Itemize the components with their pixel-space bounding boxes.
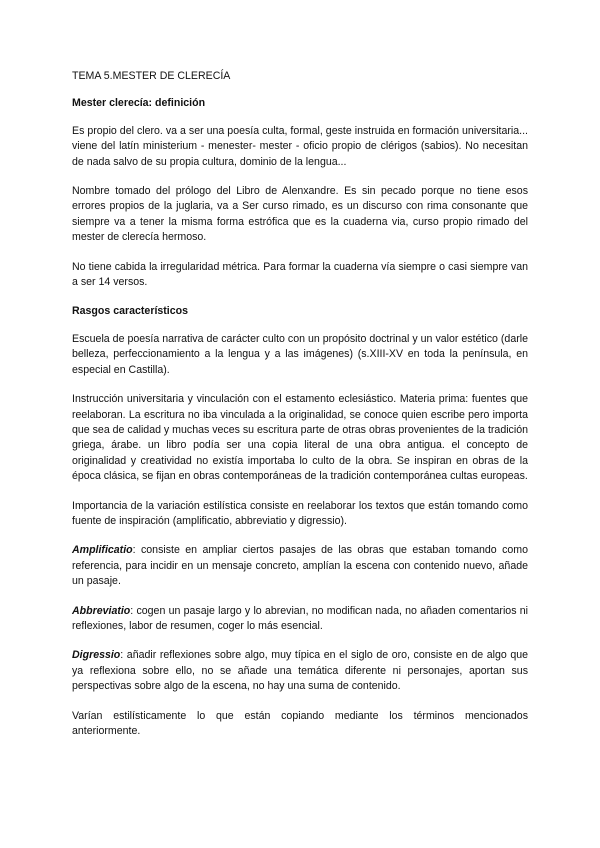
section-heading-definicion: Mester clerecía: definición bbox=[72, 97, 206, 110]
term-paragraph-digressio bbox=[72, 648, 528, 694]
term-definition: : consiste en ampliar ciertos pasajes de las obras que estaban tomando como referencia, para incidir en un mensaje concreto, amplían la escena con contenido nuevo, añade un pasaje. bbox=[72, 544, 528, 588]
term-label: Abbreviatio bbox=[72, 604, 131, 617]
paragraph: Escuela de poesía narrativa de carácter culto con un propósito doctrinal y un valor estético (darle belleza, perfeccionamiento a la lengua y a las imágenes) (s.XIII-XV en toda la península, en especial en Castilla). bbox=[72, 332, 528, 376]
paragraph: Importancia de la variación estilística consiste en reelaborar los textos que están tomando como fuente de inspiración (amplificatio, abbreviatio y digressio). bbox=[72, 499, 528, 527]
term-paragraph-amplificatio bbox=[72, 543, 528, 589]
term-label: Amplificatio bbox=[72, 544, 133, 557]
section-heading-rasgos: Rasgos característicos bbox=[72, 305, 189, 318]
document-title: TEMA 5.MESTER DE CLERECÍA bbox=[72, 70, 231, 82]
closing-paragraph: Varían estilísticamente lo que están copiando mediante los términos mencionados anteriormente. bbox=[72, 709, 528, 737]
paragraph: No tiene cabida la irregularidad métrica. Para formar la cuaderna vía siempre o casi siempre van a ser 14 versos. bbox=[72, 260, 528, 289]
term-label: Digressio bbox=[72, 649, 121, 662]
paragraph: Es propio del clero. va a ser una poesía culta, formal, geste instruida en formación universitaria... viene del latín ministerium - menester- mester - oficio propio de clérigos (sabios). No necesitan de nada salvo de su propia cultura, dominio de la lengua... bbox=[72, 124, 528, 168]
term-definition: : añadir reflexiones sobre algo, muy típica en el siglo de oro, consiste en de algo que ya reflexiona sobre ello, no se añade una temática diferente ni personajes, aportan sus perspectivas sobre algo de la escena, no hay una suma de contenido. bbox=[72, 649, 528, 693]
term-definition: : cogen un pasaje largo y lo abrevian, no modifican nada, no añaden comentarios ni reflexiones, labor de resumen, coger lo más esencial. bbox=[72, 604, 528, 632]
term-paragraph-abbreviatio bbox=[72, 604, 528, 635]
paragraph: Instrucción universitaria y vinculación con el estamento eclesiástico. Materia prima: fuentes que reelaboran. La escritura no iba vinculada a la originalidad, se conoce quien escribe pero importa que sea de calidad y muchas veces su escritura parte de otras obras provenientes de la tradición griega, árabe. un libro podía ser una copia literal de una obra antigua. el concepto de originalidad y creatividad no existía importaba lo culto de la obra. Se inspiran en obras de la época clásica, se fijan en obras contemporáneas de la tradición contemporánea cultas europeas. bbox=[72, 393, 528, 483]
paragraph: Nombre tomado del prólogo del Libro de Alenxandre. Es sin pecado porque no tiene esos errores propios de la juglaria, va a Ser curso rimado, es un discurso con rima consonante que siempre va a tener la misma forma estrófica que es la cuaderna via, curso propio rimado del mester de clerecía hermoso. bbox=[72, 185, 528, 244]
